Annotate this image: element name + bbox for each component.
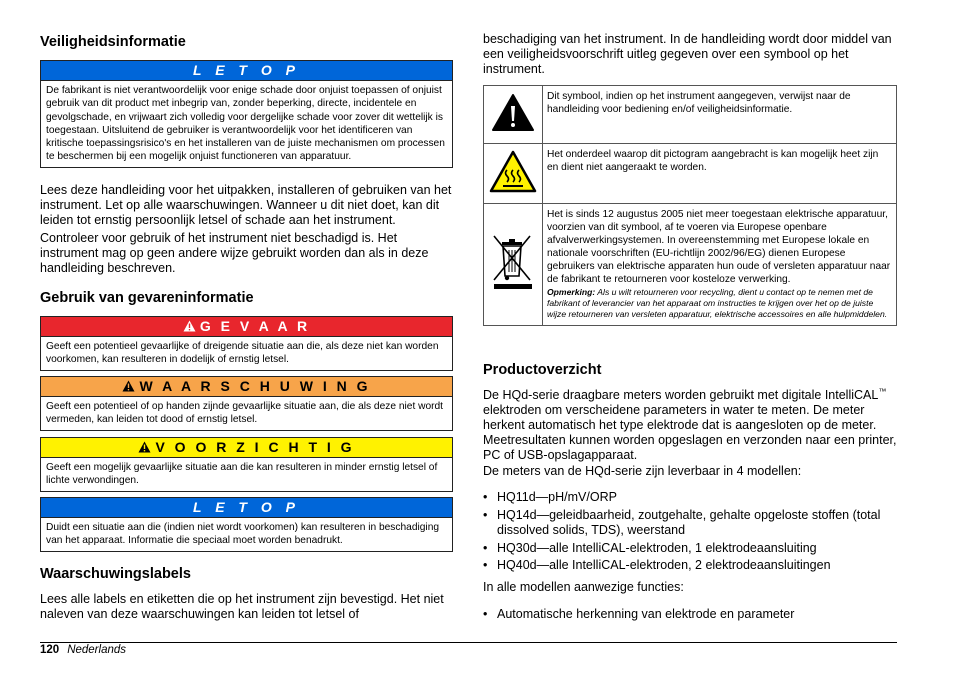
note-label: Opmerking: (547, 287, 596, 297)
heading-safety: Veiligheidsinformatie (40, 34, 186, 50)
symbol-row (484, 204, 897, 326)
caution-text: Geeft een mogelijk gevaarlijke situatie aan die kan resulteren in minder ernstig letsel of lichte verwondingen. (46, 462, 438, 487)
features-intro: In alle modellen aanwezige functies: (483, 580, 684, 594)
features-list (483, 607, 794, 625)
symbol-text: Het onderdeel waarop dit pictogram aangebracht is kan mogelijk heet zijn en dient niet aangeraakt te worden. (543, 144, 897, 204)
list-item: • HQ40d—alle IntelliCAL-elektroden, 2 elektrodeaansluitingen (483, 558, 897, 574)
notice-box (40, 497, 453, 552)
symbol-text: Het is sinds 12 augustus 2005 niet meer toegestaan elektrische apparatuur, voorzien van dit symbool, af te voeren via Europese openbare afvalverwerkingsystemen. In overeenstemming met Europese lokale en nationale voorschriften (EU-richtlijn 2002/96/EG) dienen Europese gebruikers van elektrische apparaten hun oude of versleten apparatuur naar de fabrikant te retourneren voor kosteloze verwerking. (547, 209, 891, 285)
danger-label: G E V A A R (199, 318, 311, 334)
danger-triangle-icon (183, 320, 196, 332)
caution-box (40, 437, 453, 492)
warning-triangle-icon (122, 380, 135, 392)
labels-paragraph-continued: beschadiging van het instrument. In de handleiding wordt door middel van een veiligheidsvoorschrift uitleg gegeven over een symbool op het instrument. (483, 32, 892, 76)
crossed-bin-icon (490, 232, 536, 292)
danger-text: Geeft een potentieel gevaarlijke of dreigende situatie aan die, als deze niet kan worden voorkomen, kan resulteren in dodelijk of ernstig letsel. (46, 341, 439, 366)
symbol-table (483, 85, 897, 326)
notice-box-label: L E T O P (41, 498, 452, 518)
footer-divider (40, 642, 897, 643)
heading-hazard-info: Gebruik van gevareninformatie (40, 290, 254, 306)
list-item: • HQ30d—alle IntelliCAL-elektroden, 1 elektrodeaansluiting (483, 541, 897, 557)
trademark-symbol: ™ (878, 386, 887, 396)
warning-label: W A A R S C H U W I N G (139, 378, 371, 394)
product-text-2: elektroden om verscheidene parameters in water te meten. De meter herkent automatisch het type elektrode dat is aangesloten op de meter. Meetresultaten kunnen worden opgeslagen en verzonden naar een printer, PC of USB-opslagapparaat. (483, 403, 897, 462)
models-list (483, 490, 897, 576)
footer-language: Nederlands (67, 644, 127, 656)
caution-label: V O O R Z I C H T I G (155, 439, 355, 455)
warning-header (41, 377, 452, 397)
symbol-icon-cell (484, 86, 543, 144)
caution-header (41, 438, 452, 458)
notice-box-text: Duidt een situatie aan die (indien niet wordt voorkomen) kan resulteren in beschadiging van het apparaat. Informatie die speciaal moet worden benadrukt. (46, 522, 440, 547)
intro-paragraph-1: Lees deze handleiding voor het uitpakken, installeren of gebruiken van het instrument. Let op alle waarschuwingen. Wanneer u dit niet doet, kan dit leiden tot ernstig persoonlijk letsel of schade aan het instrument. (40, 183, 452, 227)
symbol-text: Dit symbool, indien op het instrument aangegeven, verwijst naar de handleiding voor bediening en/of veiligheidsinformatie. (543, 86, 897, 144)
product-paragraph (483, 388, 897, 463)
heading-product-overview: Productoverzicht (483, 362, 602, 378)
notice-label: L E T O P (41, 61, 452, 81)
hot-surface-icon (489, 150, 537, 194)
notice-text: De fabrikant is niet verantwoordelijk voor enige schade door onjuist toepassen of onjuist gebruik van dit product met inbegrip van, zonder beperking, directe, incidentele en gevolgschade, en vrijwaart zich volledig voor dergelijke schade voor zover dit wettelijk is toegestaan. Uitsluitend de gebruiker is verantwoordelijk voor het identificeren van kritische toepassingsrisico's en het installeren van de juiste mechanismen om processen te beschermen bij een mogelijk onjuist functioneren van apparatuur. (46, 85, 445, 163)
heading-warning-labels: Waarschuwingslabels (40, 566, 191, 582)
symbol-row (484, 144, 897, 204)
list-item: • HQ14d—geleidbaarheid, zoutgehalte, gehalte opgeloste stoffen (total dissolved solids, TDS), weerstand (483, 508, 897, 539)
caution-triangle-icon (138, 441, 151, 453)
danger-header (41, 317, 452, 337)
warning-text: Geeft een potentieel of op handen zijnde gevaarlijke situatie aan, die als deze niet wordt vermeden, kan leiden tot dood of ernstig letsel. (46, 401, 444, 426)
page-footer (40, 643, 126, 657)
symbol-note (547, 287, 892, 321)
labels-paragraph: Lees alle labels en etiketten die op het instrument zijn bevestigd. Het niet naleven van deze waarschuwingen kan leiden tot letsel of (40, 592, 444, 621)
models-intro: De meters van de HQd-serie zijn leverbaar in 4 modellen: (483, 464, 802, 478)
danger-box (40, 316, 453, 371)
page-number: 120 (40, 644, 60, 656)
product-text-1: De HQd-serie draagbare meters worden gebruikt met digitale IntelliCAL (483, 388, 879, 402)
symbol-row (484, 86, 897, 144)
list-item: • HQ11d—pH/mV/ORP (483, 490, 897, 506)
warning-box (40, 376, 453, 431)
intro-paragraph-2: Controleer voor gebruik of het instrument niet beschadigd is. Het instrument mag op geen andere wijze gebruikt worden dan als in deze handleiding beschreven. (40, 231, 429, 275)
note-text: Als u wilt retourneren voor recycling, dient u contact op te nemen met de fabrikant of leverancier van het apparaat om instructies te krijgen over het op de juiste wijze retourneren van versleten apparatuur, elektrische accessoires en alle hulpmiddelen. (547, 287, 888, 320)
symbol-icon-cell (484, 144, 543, 204)
warning-triangle-icon (491, 93, 535, 133)
list-item: • Automatische herkenning van elektrode en parameter (483, 607, 794, 623)
notice-box-top (40, 60, 453, 168)
symbol-icon-cell (484, 204, 543, 326)
symbol-text-cell (543, 204, 897, 326)
